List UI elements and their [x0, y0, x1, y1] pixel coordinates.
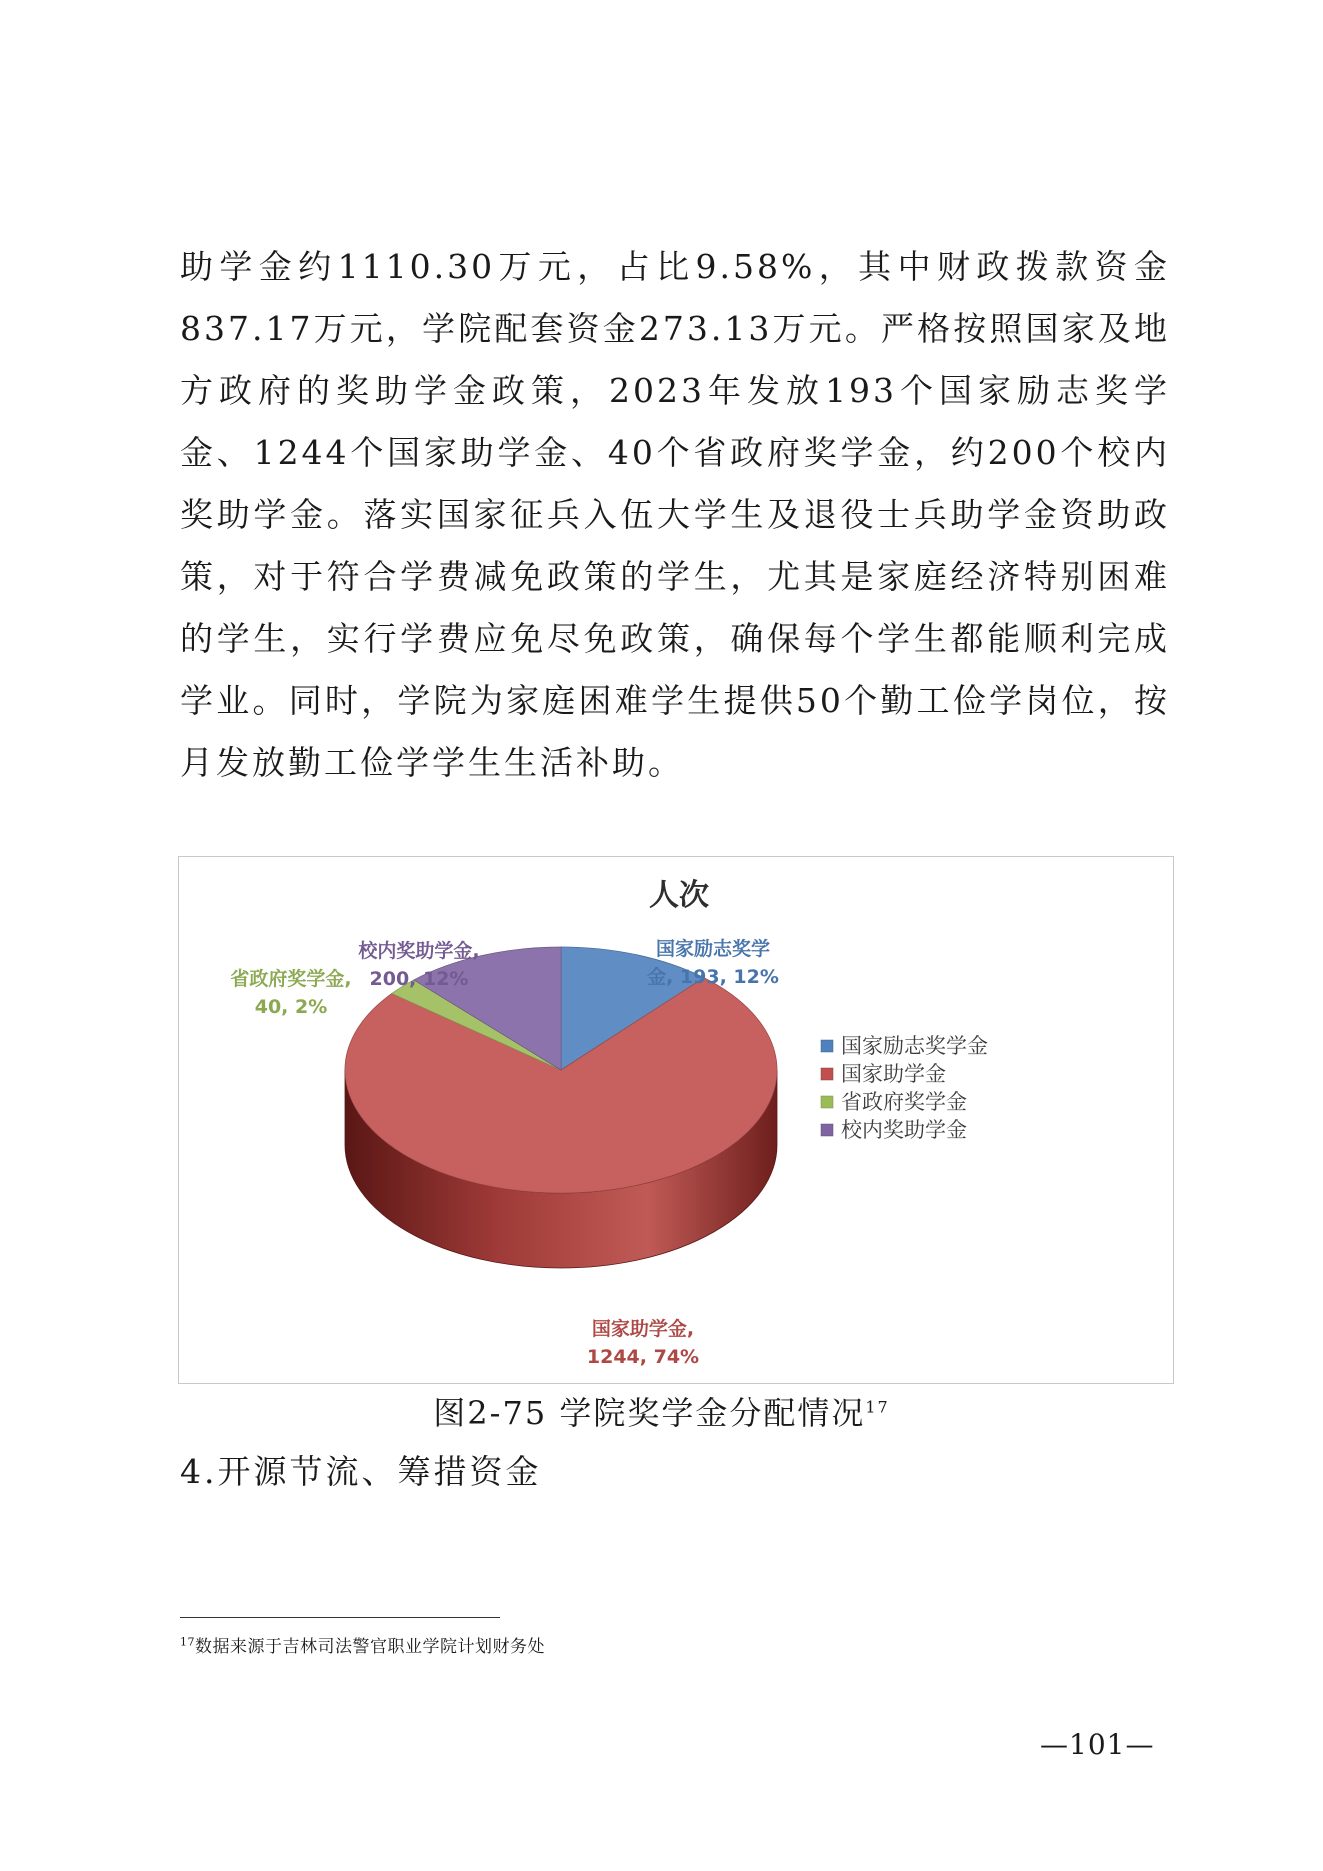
pie-slices — [345, 947, 777, 1268]
data-label-line: 国家励志奖学 — [655, 938, 771, 960]
body-paragraph: 助学金约1110.30万元，占比9.58%，其中财政拨款资金837.17万元，学院配套资金273.13万元。严格按照国家及地方政府的奖助学金政策，2023年发放193个国家励志奖学金、1244个国家助学金、40个省政府奖学金，约200个校内奖助学金。落实国家征兵入伍大学生及退役士兵助学金资助政策，对于符合学费减免政策的学生，尤其是家庭经济特别困难的学生，实行学费应免尽免政策，确保每个学生都能顺利完成学业。同时，学院为家庭困难学生提供50个勤工俭学岗位，按月发放勤工俭学学生生活补助。 — [180, 247, 1170, 782]
data-label-line: 40, 2% — [254, 996, 328, 1018]
footnote — [180, 1632, 545, 1657]
legend-swatch-国家励志奖学金 — [821, 1040, 833, 1052]
data-label-line: 校内奖助学金, — [358, 940, 480, 962]
legend-swatch-校内奖助学金 — [821, 1124, 833, 1136]
pie-chart-figure — [178, 856, 1174, 1384]
pie-chart — [179, 857, 1175, 1385]
footnote-divider — [180, 1617, 500, 1618]
legend-item-省政府奖学金: 省政府奖学金 — [841, 1090, 967, 1114]
data-label-line: 1244, 74% — [586, 1346, 700, 1368]
legend-item-校内奖助学金: 校内奖助学金 — [841, 1118, 967, 1142]
section-heading: 4.开源节流、筹措资金 — [180, 1452, 542, 1491]
data-label-line: 省政府奖学金, — [230, 968, 352, 990]
legend-swatch-国家助学金 — [821, 1068, 833, 1080]
data-label-line: 金, 193, 12% — [647, 966, 779, 988]
caption-text: 图2-75 学院奖学金分配情况 — [433, 1394, 866, 1432]
chart-legend — [821, 1034, 988, 1142]
page-number: —101— — [1040, 1728, 1155, 1761]
legend-item-国家励志奖学金: 国家励志奖学金 — [841, 1034, 988, 1058]
data-label-line: 200, 12% — [369, 968, 469, 990]
footnote-marker: 17 — [180, 1635, 195, 1649]
data-label-line: 国家助学金, — [591, 1318, 695, 1340]
caption-footnote-ref[interactable]: 17 — [865, 1397, 890, 1417]
data-label-国家助学金 — [587, 1317, 699, 1368]
figure-caption — [0, 1388, 1323, 1434]
footnote-text: 数据来源于吉林司法警官职业学院计划财务处 — [195, 1637, 545, 1657]
data-label-省政府奖学金 — [230, 967, 351, 1018]
chart-title: 人次 — [649, 878, 709, 913]
legend-swatch-省政府奖学金 — [821, 1096, 833, 1108]
legend-item-国家助学金: 国家助学金 — [841, 1062, 946, 1086]
